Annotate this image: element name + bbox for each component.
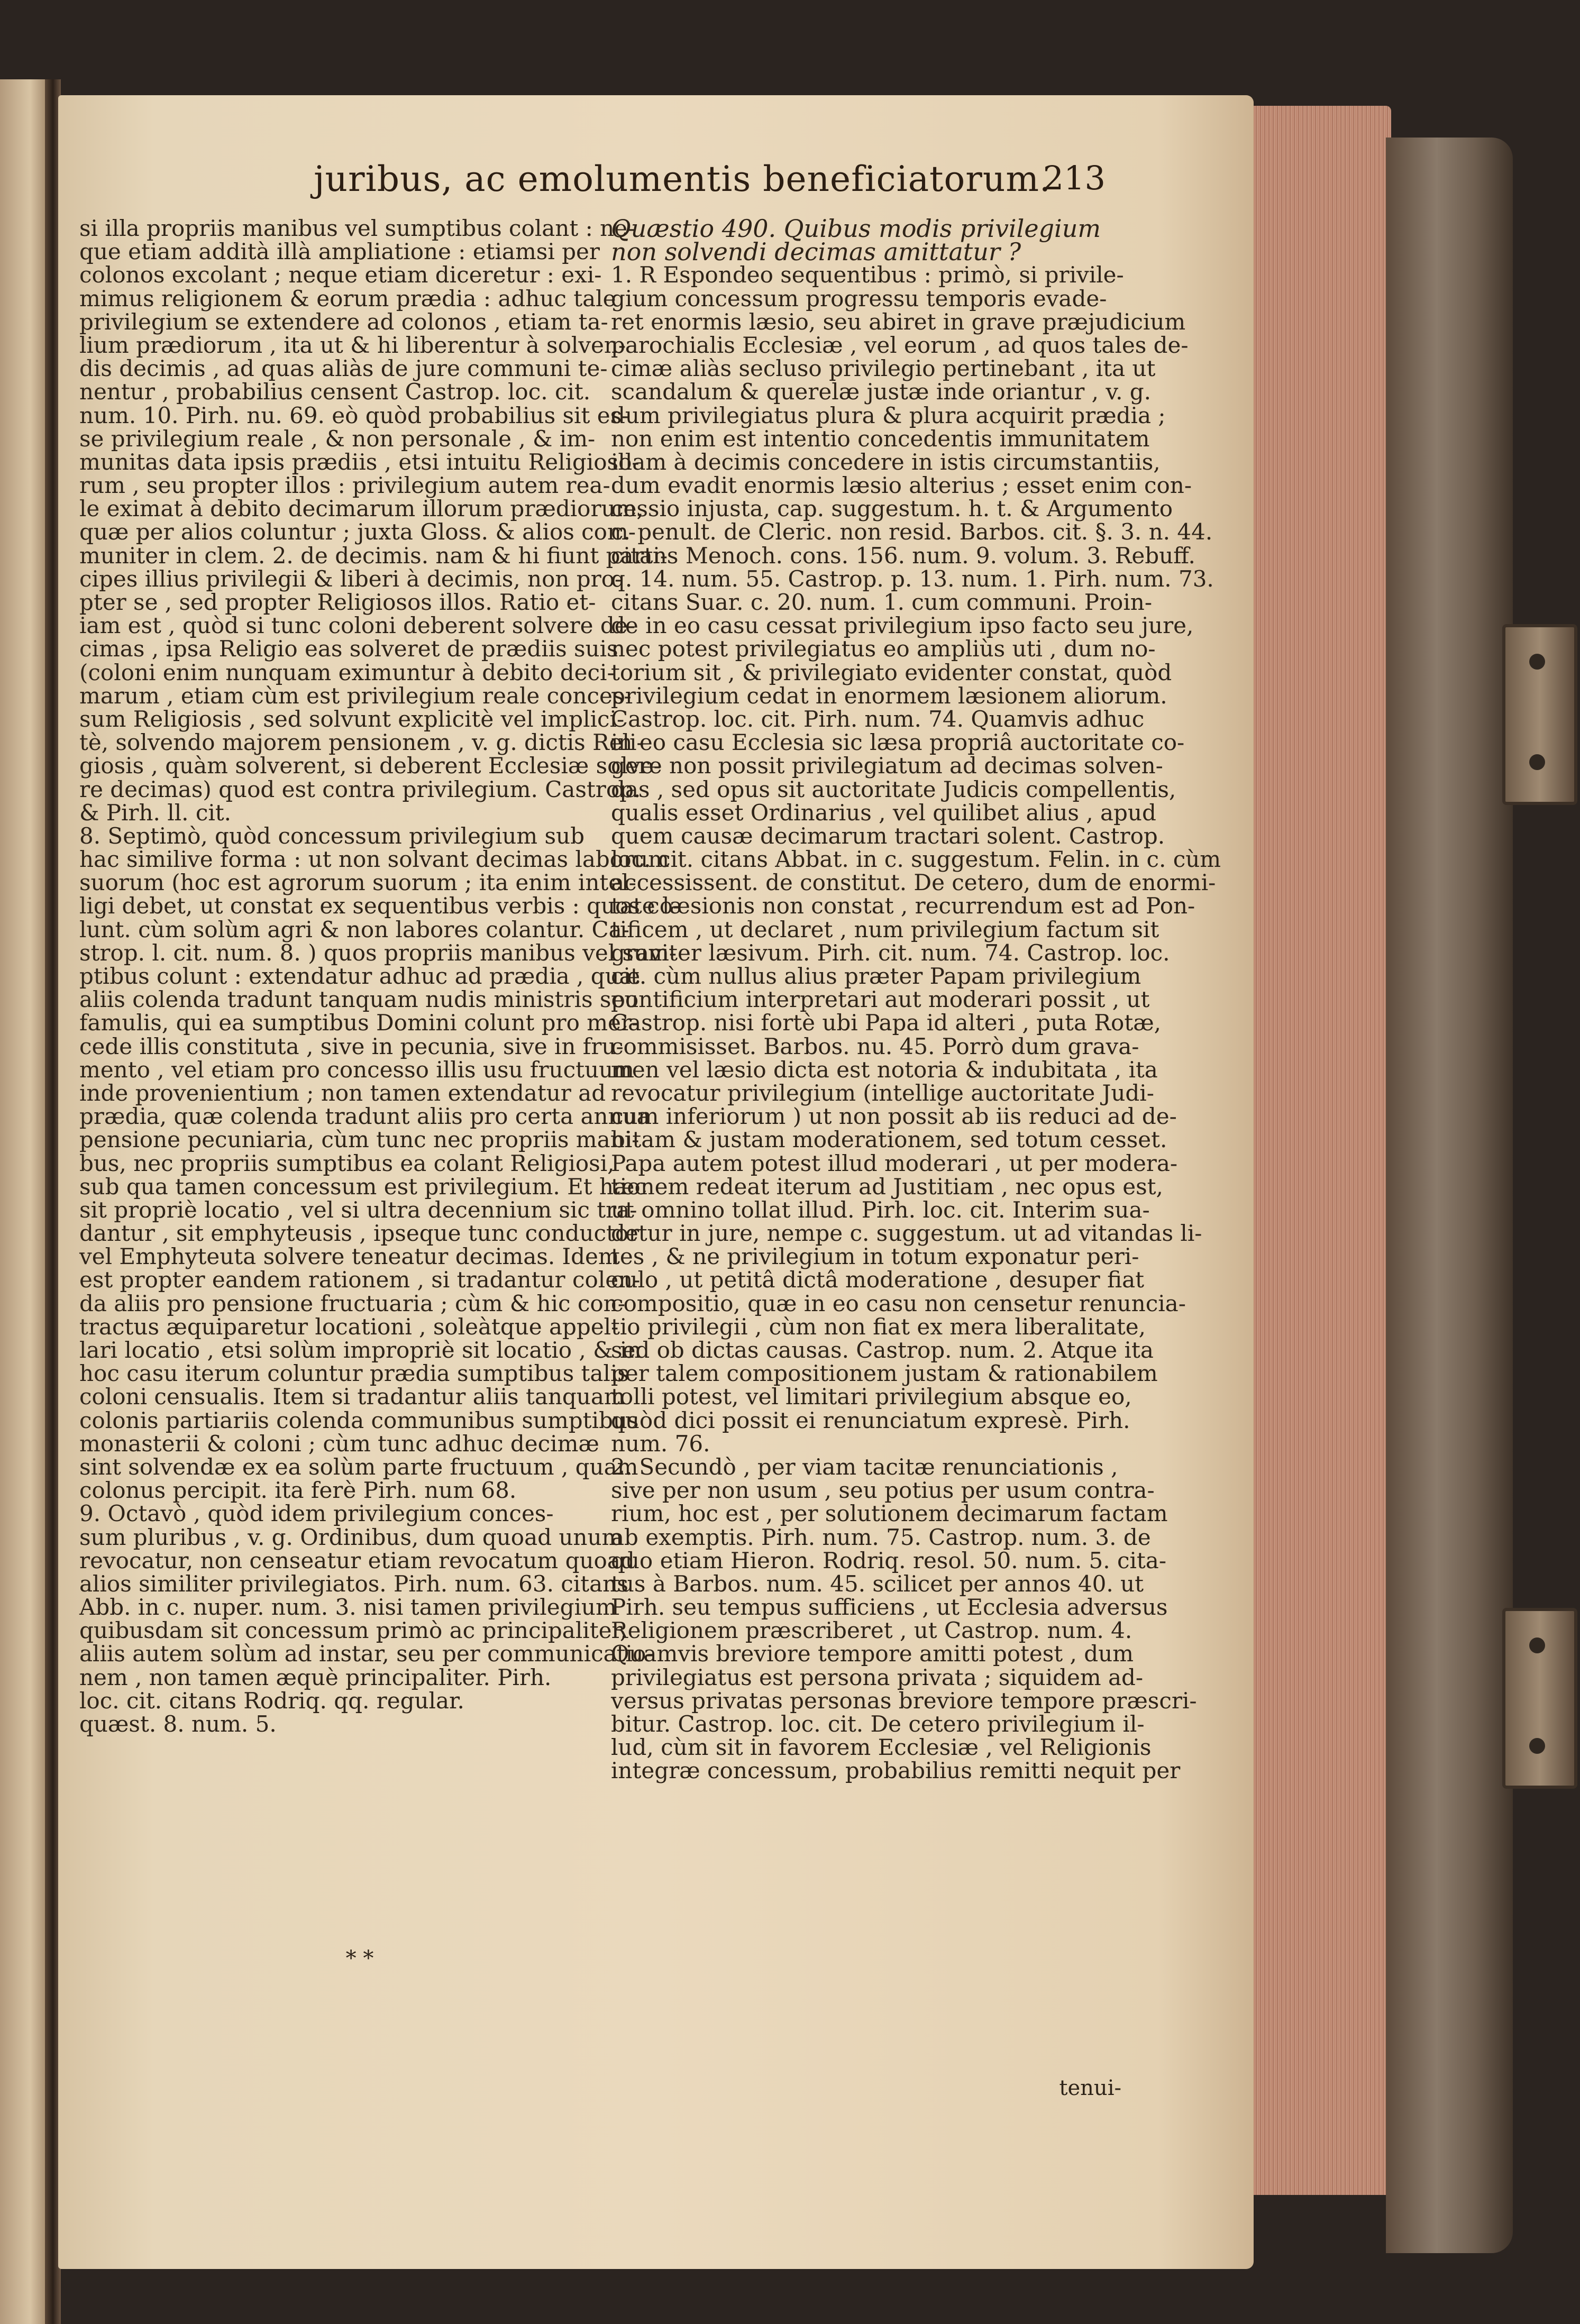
text-line: sub qua tamen concessum est privilegium. Et hæc (79, 1173, 647, 1200)
text-line: citans Suar. c. 20. num. 1. cum communi. Proin- (611, 589, 1153, 615)
text-line: gere non possit privilegiatum ad decimas solven- (611, 753, 1163, 779)
text-line: sint solvendæ ex ea solùm parte fructuum , quam (79, 1453, 638, 1480)
lower-clasp (1502, 1608, 1577, 1789)
text-line: ret enormis læsio, seu abiret in grave præjudicium (611, 308, 1186, 335)
text-line: bus, nec propriis sumptibus ea colant Religiosi, (79, 1150, 615, 1176)
text-line: graviter læsivum. Pirh. cit. num. 74. Castrop. loc. (611, 939, 1170, 966)
text-line: pter se , sed propter Religiosos illos. Ratio et- (79, 589, 596, 615)
text-line: muniter in clem. 2. de decimis. nam & hi fiunt parti- (79, 542, 668, 569)
text-line: culo , ut petitâ dictâ moderatione , desuper fiat (611, 1267, 1145, 1293)
text-line: versus privatas personas breviore tempore præscri- (611, 1687, 1197, 1714)
upper-clasp (1502, 624, 1577, 805)
text-line: num. 76. (611, 1430, 710, 1457)
text-line: per talem compositionem justam & rationabilem (611, 1360, 1158, 1387)
text-line: dantur , sit emphyteusis , ipseque tunc conductor (79, 1220, 640, 1247)
text-line: loc. cit. citans Abbat. in c. suggestum. Felin. in c. cùm (611, 846, 1221, 873)
text-line: in eo casu Ecclesia sic læsa propriâ auctoritate co- (611, 729, 1185, 756)
text-line: suorum (hoc est agrorum suorum ; ita enim intel- (79, 870, 636, 896)
text-line: vel Emphyteuta solvere teneatur decimas. Idem (79, 1243, 619, 1270)
text-line: re decimas) quod est contra privilegium. Castrop. (79, 776, 641, 802)
text-line: privilegium cedat in enormem læsionem aliorum. (611, 682, 1167, 709)
text-line: quem causæ decimarum tractari solent. Castrop. (611, 822, 1165, 849)
text-line: iam est , quòd si tunc coloni deberent solvere de- (79, 612, 635, 639)
text-line: aliis autem solùm ad instar, seu per communicatio- (79, 1641, 654, 1667)
text-line: marum , etiam cùm est privilegium reale conces- (79, 682, 632, 709)
text-line: scandalum & querelæ justæ inde oriantur , v. g. (611, 379, 1152, 405)
question-title-line: Quæstio 490. Quibus modis privilegium (611, 214, 1101, 243)
catchword: tenui- (1059, 2076, 1121, 2100)
text-line: mento , vel etiam pro concesso illis usu fructuum (79, 1056, 634, 1083)
text-line: coloni censualis. Item si tradantur aliis tanquam (79, 1384, 625, 1410)
text-line: strop. l. cit. num. 8. ) quos propriis manibus vel sum- (79, 939, 677, 966)
text-line: dum evadit enormis læsio alterius ; esset enim con- (611, 472, 1192, 499)
text-line: da aliis pro pensione fructuaria ; cùm & hic con- (79, 1290, 625, 1316)
text-line: (coloni enim nunquam eximuntur à debito deci- (79, 659, 615, 685)
text-line: illam à decimis concedere in istis circumstantiis, (611, 449, 1161, 475)
text-line: tificem , ut declaret , num privilegium factum sit (611, 916, 1159, 943)
text-line: tate læsionis non constat , recurrendum est ad Pon- (611, 893, 1195, 919)
text-line: que etiam addità illà ampliatione : etiamsi per (79, 239, 600, 265)
clasp-rivet (1529, 654, 1545, 670)
text-line: hac similive forma : ut non solvant decimas laborum (79, 846, 670, 873)
text-line: loc. cit. citans Rodriq. qq. regular. (79, 1687, 464, 1714)
text-line: sit propriè locatio , vel si ultra decennium sic tra- (79, 1196, 637, 1223)
text-line: privilegiatus est persona privata ; siquidem ad- (611, 1664, 1144, 1690)
text-line: men vel læsio dicta est notoria & indubitata , ita (611, 1056, 1158, 1083)
text-line: est propter eandem rationem , si tradantur colen- (79, 1267, 641, 1293)
text-line: giosis , quàm solverent, si deberent Ecclesiæ solve- (79, 753, 661, 779)
text-line: lunt. cùm solùm agri & non labores colantur. Ca- (79, 916, 629, 943)
text-line: lari locatio , etsi solùm impropriè sit locatio , & in (79, 1337, 642, 1363)
text-line: torium sit , & privilegiato evidenter constat, quòd (611, 659, 1172, 685)
text-line: alios similiter privilegiatos. Pirh. num. 63. citans (79, 1570, 628, 1597)
text-line: tolli potest, vel limitari privilegium absque eo, (611, 1384, 1132, 1410)
left-page-edge (0, 79, 50, 2324)
text-line: tes , & ne privilegium in totum exponatur peri- (611, 1243, 1139, 1270)
text-line: cimæ aliàs secluso privilegio pertinebant , ita ut (611, 355, 1156, 382)
text-line: tionem redeat iterum ad Justitiam , nec opus est, (611, 1173, 1163, 1200)
text-line: das , sed opus sit auctoritate Judicis compellentis, (611, 776, 1176, 802)
text-line: rum , seu propter illos : privilegium autem rea- (79, 472, 610, 499)
text-line: cipes illius privilegii & liberi à decimis, non pro- (79, 565, 623, 592)
clasp-rivet (1529, 1738, 1545, 1754)
text-line: si illa propriis manibus vel sumptibus colant : ne- (79, 215, 635, 241)
text-line: rium, hoc est , per solutionem decimarum factam (611, 1500, 1168, 1527)
text-line: sive per non usum , seu potius per usum contra- (611, 1477, 1155, 1504)
text-line: citans Menoch. cons. 156. num. 9. volum. 3. Rebuff. (611, 542, 1195, 569)
text-line: inde provenientium ; non tamen extendatur ad (79, 1079, 606, 1106)
text-line: nem , non tamen æquè principaliter. Pirh. (79, 1664, 552, 1690)
text-line: bitam & justam moderationem, sed totum cesset. (611, 1127, 1167, 1153)
text-line: hoc casu iterum coluntur prædia sumptibus talis (79, 1360, 629, 1387)
text-line: quæst. 8. num. 5. (79, 1711, 277, 1737)
text-line: de in eo casu cessat privilegium ipso facto seu jure, (611, 612, 1194, 639)
text-line: dum privilegiatus plura & plura acquirit prædia ; (611, 402, 1166, 428)
text-line: revocatur privilegium (intellige auctoritate Judi- (611, 1079, 1154, 1106)
text-line: ligi debet, ut constat ex sequentibus verbis : quos co- (79, 893, 681, 919)
running-head: juribus, ac emolumentis beneficiatorum. (314, 159, 1051, 199)
text-line: monasterii & coloni ; cùm tunc adhuc decimæ (79, 1430, 599, 1457)
text-line: num. 10. Pirh. nu. 69. eò quòd probabilius sit es- (79, 402, 629, 428)
text-line: lud, cùm sit in favorem Ecclesiæ , vel Religionis (611, 1734, 1152, 1761)
text-line: pensione pecuniaria, cùm tunc nec propriis mani- (79, 1127, 640, 1153)
asterisks: * * (345, 1946, 374, 1971)
text-line: accessissent. de constitut. De cetero, dum de enormi- (611, 870, 1216, 896)
text-line: c. penult. de Cleric. non resid. Barbos. cit. §. 3. n. 44. (611, 519, 1213, 545)
text-line: bitur. Castrop. loc. cit. De cetero privilegium il- (611, 1711, 1145, 1737)
text-line: le eximat à debito decimarum illorum prædiorum, (79, 496, 644, 522)
text-line: tio privilegii , cùm non fiat ex mera liberalitate, (611, 1313, 1146, 1340)
text-line: Quamvis breviore tempore amitti potest , dum (611, 1641, 1134, 1667)
question-title-line: non solvendi decimas amittatur ? (611, 237, 1021, 267)
text-line: Castrop. nisi fortè ubi Papa id alteri , puta Rotæ, (611, 1010, 1162, 1036)
text-line: famulis, qui ea sumptibus Domini colunt pro mer- (79, 1010, 640, 1036)
book-binding (1386, 138, 1513, 2253)
text-line: se privilegium reale , & non personale , & im- (79, 425, 596, 452)
text-line: quo etiam Hieron. Rodriq. resol. 50. num. 5. cita- (611, 1547, 1167, 1573)
text-line: 2. Secundò , per viam tacitæ renunciationis , (611, 1453, 1118, 1480)
text-line: tractus æquiparetur locationi , soleàtque appel- (79, 1313, 619, 1340)
text-line: ptibus colunt : extendatur adhuc ad prædia , quæ (79, 963, 641, 989)
text-line: quòd dici possit ei renunciatum expresè. Pirh. (611, 1407, 1130, 1433)
text-line: cimas , ipsa Religio eas solveret de prædiis suis (79, 636, 618, 662)
text-line: & Pirh. ll. cit. (79, 799, 232, 826)
text-line: tè, solvendo majorem pensionem , v. g. dictis Reli- (79, 729, 644, 756)
text-line: Pirh. seu tempus sufficiens , ut Ecclesia adversus (611, 1594, 1168, 1621)
text-line: cum inferiorum ) ut non possit ab iis reduci ad de- (611, 1103, 1177, 1130)
text-line: detur in jure, nempe c. suggestum. ut ad vitandas li- (611, 1220, 1202, 1247)
text-line: munitas data ipsis prædiis , etsi intuitu Religioso- (79, 449, 640, 475)
text-line: 8. Septimò, quòd concessum privilegium sub (79, 822, 584, 849)
text-line: quæ per alios coluntur ; juxta Gloss. & alios com- (79, 519, 636, 545)
right-text-column (611, 214, 1221, 2068)
text-line: colonis partiariis colenda communibus sumptibus (79, 1407, 639, 1433)
text-line: compositio, quæ in eo casu non censetur renuncia- (611, 1290, 1186, 1316)
text-line: lium prædiorum , ita ut & hi liberentur à solven- (79, 332, 626, 358)
text-line: ab exemptis. Pirh. num. 75. Castrop. num. 3. de (611, 1524, 1151, 1550)
text-line: gium concessum progressu temporis evade- (611, 285, 1107, 312)
text-line: cit. cùm nullus alius præter Papam privilegium (611, 963, 1141, 989)
text-line: nentur , probabilius censent Castrop. loc. cit. (79, 379, 591, 405)
text-line: sum pluribus , v. g. Ordinibus, dum quoad unum (79, 1524, 623, 1550)
text-line: 9. Octavò , quòd idem privilegium conces- (79, 1500, 554, 1527)
text-line: sed ob dictas causas. Castrop. num. 2. Atque ita (611, 1337, 1154, 1363)
text-line: quibusdam sit concessum primò ac principaliter, (79, 1617, 627, 1644)
text-line: q. 14. num. 55. Castrop. p. 13. num. 1. Pirh. num. 73. (611, 565, 1214, 592)
text-line: parochialis Ecclesiæ , vel eorum , ad quos tales de- (611, 332, 1189, 358)
clasp-rivet (1529, 1637, 1545, 1653)
text-line: colonos excolant ; neque etiam diceretur : exi- (79, 262, 602, 288)
text-line: cede illis constituta , sive in pecunia, sive in fru- (79, 1033, 624, 1059)
text-line: qualis esset Ordinarius , vel quilibet alius , apud (611, 799, 1156, 826)
text-line: dis decimis , ad quas aliàs de jure communi te- (79, 355, 608, 382)
text-line: nec potest privilegiatus eo ampliùs uti , dum no- (611, 636, 1156, 662)
text-line: 1. R Espondeo sequentibus : primò, si privile- (611, 262, 1124, 288)
text-line: pontificium interpretari aut moderari possit , ut (611, 986, 1150, 1013)
text-line: cessio injusta, cap. suggestum. h. t. & Argumento (611, 496, 1173, 522)
text-line: non enim est intentio concedentis immunitatem (611, 425, 1150, 452)
text-line: Religionem præscriberet , ut Castrop. num. 4. (611, 1617, 1133, 1644)
text-line: commisisset. Barbos. nu. 45. Porrò dum grava- (611, 1033, 1139, 1059)
text-line: prædia, quæ colenda tradunt aliis pro certa annua (79, 1103, 650, 1130)
page-edges (1254, 106, 1391, 2195)
text-line: revocatur, non censeatur etiam revocatum quoad (79, 1547, 635, 1573)
text-line: colonus percipit. ita ferè Pirh. num 68. (79, 1477, 517, 1504)
text-line: tus à Barbos. num. 45. scilicet per annos 40. ut (611, 1570, 1144, 1597)
text-line: mimus religionem & eorum prædia : adhuc tale (79, 285, 616, 312)
text-line: Abb. in c. nuper. num. 3. nisi tamen privilegium (79, 1594, 617, 1621)
text-line: Castrop. loc. cit. Pirh. num. 74. Quamvis adhuc (611, 706, 1145, 732)
text-line: sum Religiosis , sed solvunt explicitè vel implici- (79, 706, 625, 732)
text-line: ut omnino tollat illud. Pirh. loc. cit. Interim sua- (611, 1196, 1150, 1223)
page-number: 213 (1043, 159, 1106, 197)
text-line: Papa autem potest illud moderari , ut per modera- (611, 1150, 1178, 1176)
text-line: privilegium se extendere ad colonos , etiam ta- (79, 308, 608, 335)
text-line: aliis colenda tradunt tanquam nudis ministris seu (79, 986, 639, 1013)
text-line: integræ concessum, probabilius remitti nequit per (611, 1758, 1181, 1784)
clasp-rivet (1529, 754, 1545, 770)
